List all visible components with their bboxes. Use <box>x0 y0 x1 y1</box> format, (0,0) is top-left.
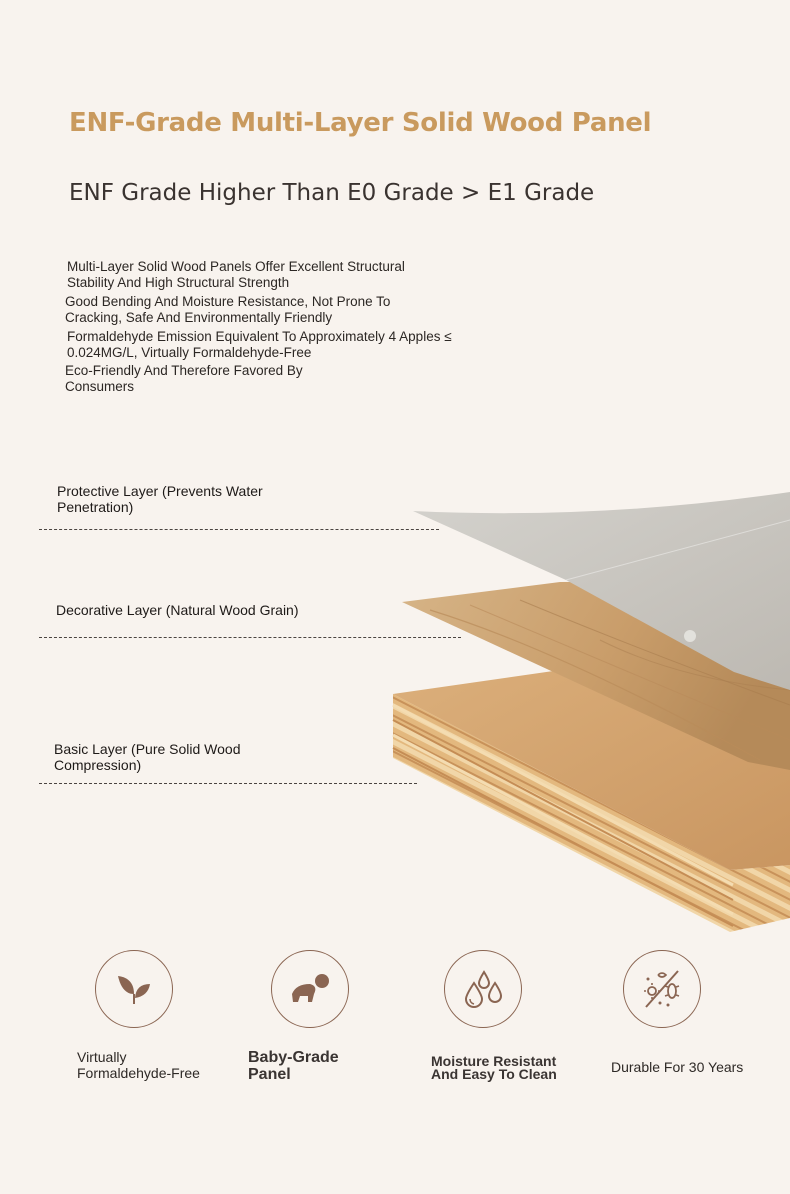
icon-label-baby-grade <box>248 1049 339 1083</box>
leaf-icon <box>114 972 154 1006</box>
icon-label-line: Moisture Resistant <box>431 1053 557 1069</box>
leaf-icon-badge <box>95 950 173 1028</box>
icon-label-line: Formaldehyde-Free <box>77 1065 200 1081</box>
basic-divider <box>39 783 417 784</box>
protective-divider <box>39 529 439 530</box>
decorative-divider <box>39 637 461 638</box>
icon-label-line: Baby-Grade <box>248 1049 339 1066</box>
icon-label-line: Virtually <box>77 1049 127 1065</box>
feature-line: Stability And High Structural Strength <box>67 275 290 290</box>
layer-label-line: Compression) <box>54 757 142 773</box>
basic-layer-label <box>54 741 241 773</box>
layer-label-line: Basic Layer (Pure Solid Wood <box>54 741 241 757</box>
icon-label-moisture-resistant <box>431 1055 557 1081</box>
bacteria-shield-icon <box>638 967 686 1011</box>
feature-line: Good Bending And Moisture Resistance, Not Prone To <box>65 294 391 309</box>
icon-label-line: Panel <box>248 1066 291 1083</box>
feature-line: Consumers <box>65 379 135 394</box>
feature-line: 0.024MG/L, Virtually Formaldehyde-Free <box>67 345 312 360</box>
icon-label-line: And Easy To Clean <box>431 1066 557 1082</box>
water-drops-icon-badge <box>444 950 522 1028</box>
water-drops-icon <box>461 969 505 1009</box>
baby-crawling-icon-badge <box>271 950 349 1028</box>
icon-label-line: Durable For 30 Years <box>611 1059 744 1075</box>
feature-line: Cracking, Safe And Environmentally Friendly <box>65 310 333 325</box>
icon-label-durable <box>611 1059 743 1075</box>
bacteria-shield-icon-badge <box>623 950 701 1028</box>
protective-layer-label <box>57 483 263 515</box>
icon-label-formaldehyde-free <box>77 1049 200 1081</box>
feature-line: Eco-Friendly And Therefore Favored By <box>65 363 303 378</box>
page-subtitle: ENF Grade Higher Than E0 Grade > E1 Grade <box>69 180 595 206</box>
baby-crawling-icon <box>286 972 334 1006</box>
layer-label-line: Decorative Layer (Natural Wood Grain) <box>56 602 299 618</box>
page-title: ENF-Grade Multi-Layer Solid Wood Panel <box>69 108 652 138</box>
layer-label-line: Protective Layer (Prevents Water <box>57 483 263 499</box>
feature-line: Formaldehyde Emission Equivalent To Approximately 4 Apples ≤ <box>67 329 452 344</box>
water-droplet-icon <box>684 630 696 642</box>
layer-label-line: Penetration) <box>57 499 134 515</box>
decorative-layer-label <box>56 602 299 618</box>
feature-line: Multi-Layer Solid Wood Panels Offer Excellent Structural <box>67 259 405 274</box>
